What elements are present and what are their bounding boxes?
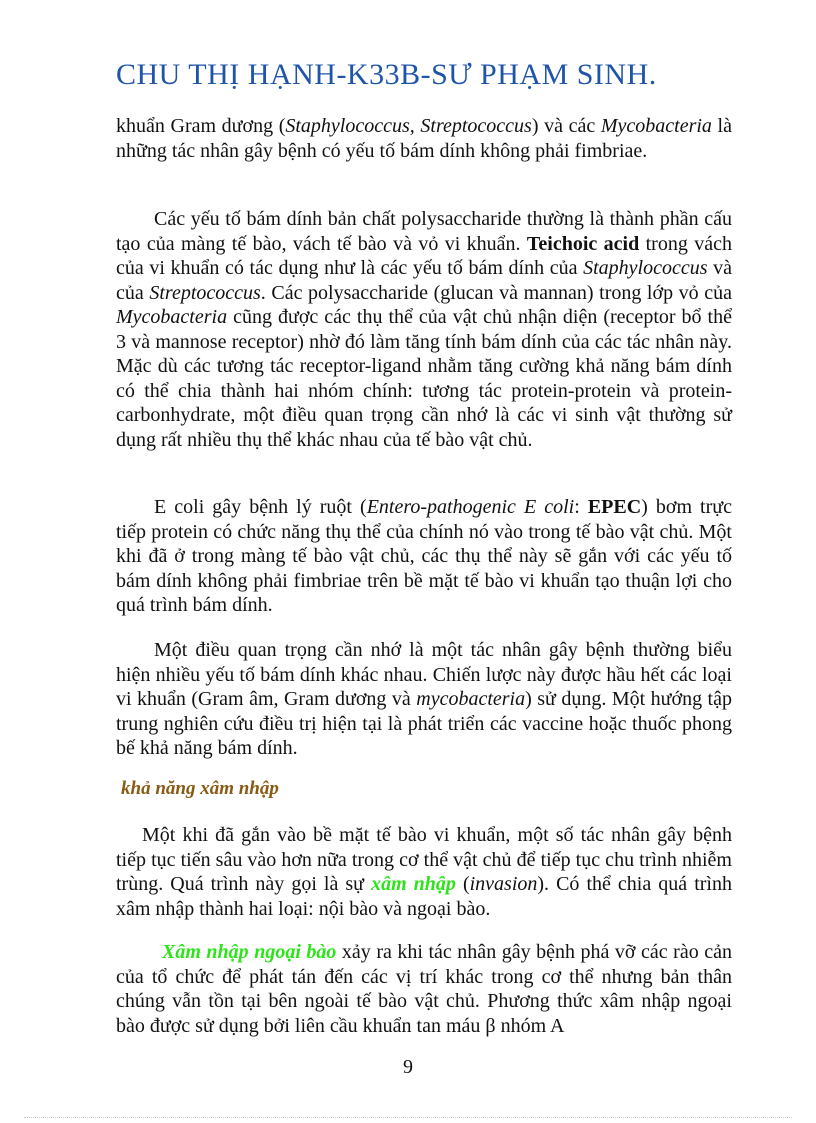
text-run: ) bơm trực tiếp protein có chức năng thụ thể của chính nó vào trong tế bào vật chủ. Một khi đã ở trong màng tế bào vật chủ, các thụ thể này sẽ gắn với các yếu tố bám dính không phải fimbriae trên bề mặt tế bào vi khuẩn tạo thuận lợi cho quá trình bám dính. [116, 496, 732, 616]
italic-term: Mycobacteria [600, 115, 712, 137]
text-run: Một khi đã gắn vào bề mặt tế bào vi khuẩn, một số tác nhân gây bệnh tiếp tục tiến sâu vào hơn nữa trong cơ thể vật chủ để tiếp tục chu trình nhiễm trùng. Quá trình này gọi là sự [116, 824, 732, 895]
italic-term: Staphylococcus, Streptococcus [285, 115, 532, 137]
paragraph-5 [116, 823, 732, 921]
text-run: Một điều quan trọng cần nhớ là một tác nhân gây bệnh thường biểu hiện nhiều yếu tố bám dính khác nhau. Chiến lược này được hầu hết các loại vi khuẩn (Gram âm, Gram dương và [116, 639, 732, 710]
text-run: . Các polysaccharide (glucan và mannan) trong lớp vỏ của [260, 281, 732, 304]
text-run: ( [455, 873, 470, 895]
paragraph-3 [116, 495, 732, 618]
text-run: và của [116, 257, 732, 304]
italic-term: invasion [469, 873, 538, 895]
text-run: E coli gây bệnh lý ruột ( [154, 496, 367, 518]
italic-term: Streptococcus [149, 281, 261, 304]
bold-term: Teichoic acid [526, 232, 640, 255]
text-run: ) sử dụng. Một hướng tập trung nghiên cứu điều trị hiện tại là phát triển các vaccine hoặc thuốc phong bế khả năng bám dính. [116, 688, 732, 759]
paragraph-4 [116, 638, 732, 761]
text-run: khuẩn Gram dương ( [116, 115, 286, 137]
page-number: 9 [403, 1056, 413, 1078]
italic-term: mycobacteria [416, 688, 526, 710]
text-run: trong vách của vi khuẩn có tác dụng như là các yếu tố bám dính của [116, 232, 732, 279]
bold-term: EPEC [587, 496, 642, 518]
text-run: xảy ra khi tác nhân gây bệnh phá vỡ các rào cản của tổ chức để phát tán đến các vị trí khác trong cơ thể nhưng bản thân chúng vẫn tồn tại bên ngoài tế bào vật chủ. Phương thức xâm nhập ngoại bào được sử dụng bởi liên cầu khuẩn tan máu β nhóm A [116, 941, 732, 1037]
text-run: : [574, 496, 588, 518]
italic-term: Staphylococcus [583, 257, 708, 279]
paragraph-2 [116, 207, 732, 452]
text-run: ). Có thể chia quá trình xâm nhập thành hai loại: nội bào và ngoại bào. [116, 873, 732, 920]
paragraph-1 [116, 114, 732, 163]
page-header-title: CHU THỊ HẠNH-K33B-SƯ PHẠM SINH. [116, 58, 657, 91]
italic-term: Mycobacteria [116, 306, 228, 328]
text-run: là những tác nhân gây bệnh có yếu tố bám dính không phải fimbriae. [116, 115, 732, 162]
paragraph-6 [116, 940, 732, 1038]
highlight-term: Xâm nhập ngoại bào [162, 941, 337, 963]
section-heading: khả năng xâm nhập [121, 778, 279, 799]
text-run: cũng được các thụ thể của vật chủ nhận diện (receptor bổ thể 3 và mannose receptor) nhờ đó làm tăng tính bám dính của các tác nhân này. Mặc dù các tương tác receptor-ligand nhằm tăng cường khả năng bám dính có thể chia thành hai nhóm chính: tương tác protein-protein và protein-carbonhydrate, một điều quan trọng cần nhớ là các vi sinh vật thường sử dụng rất nhiều thụ thể khác nhau của tế bào vật chủ. [116, 306, 732, 451]
text-run: ) và các [531, 115, 601, 137]
text-run: Các yếu tố bám dính bản chất polysaccharide thường là thành phần cấu tạo của màng tế bào, vách tế bào và vỏ vi khuẩn. [116, 208, 732, 255]
footer-divider [24, 1117, 792, 1118]
highlight-term: xâm nhập [371, 873, 456, 895]
italic-term: Entero-pathogenic E coli [366, 496, 575, 518]
